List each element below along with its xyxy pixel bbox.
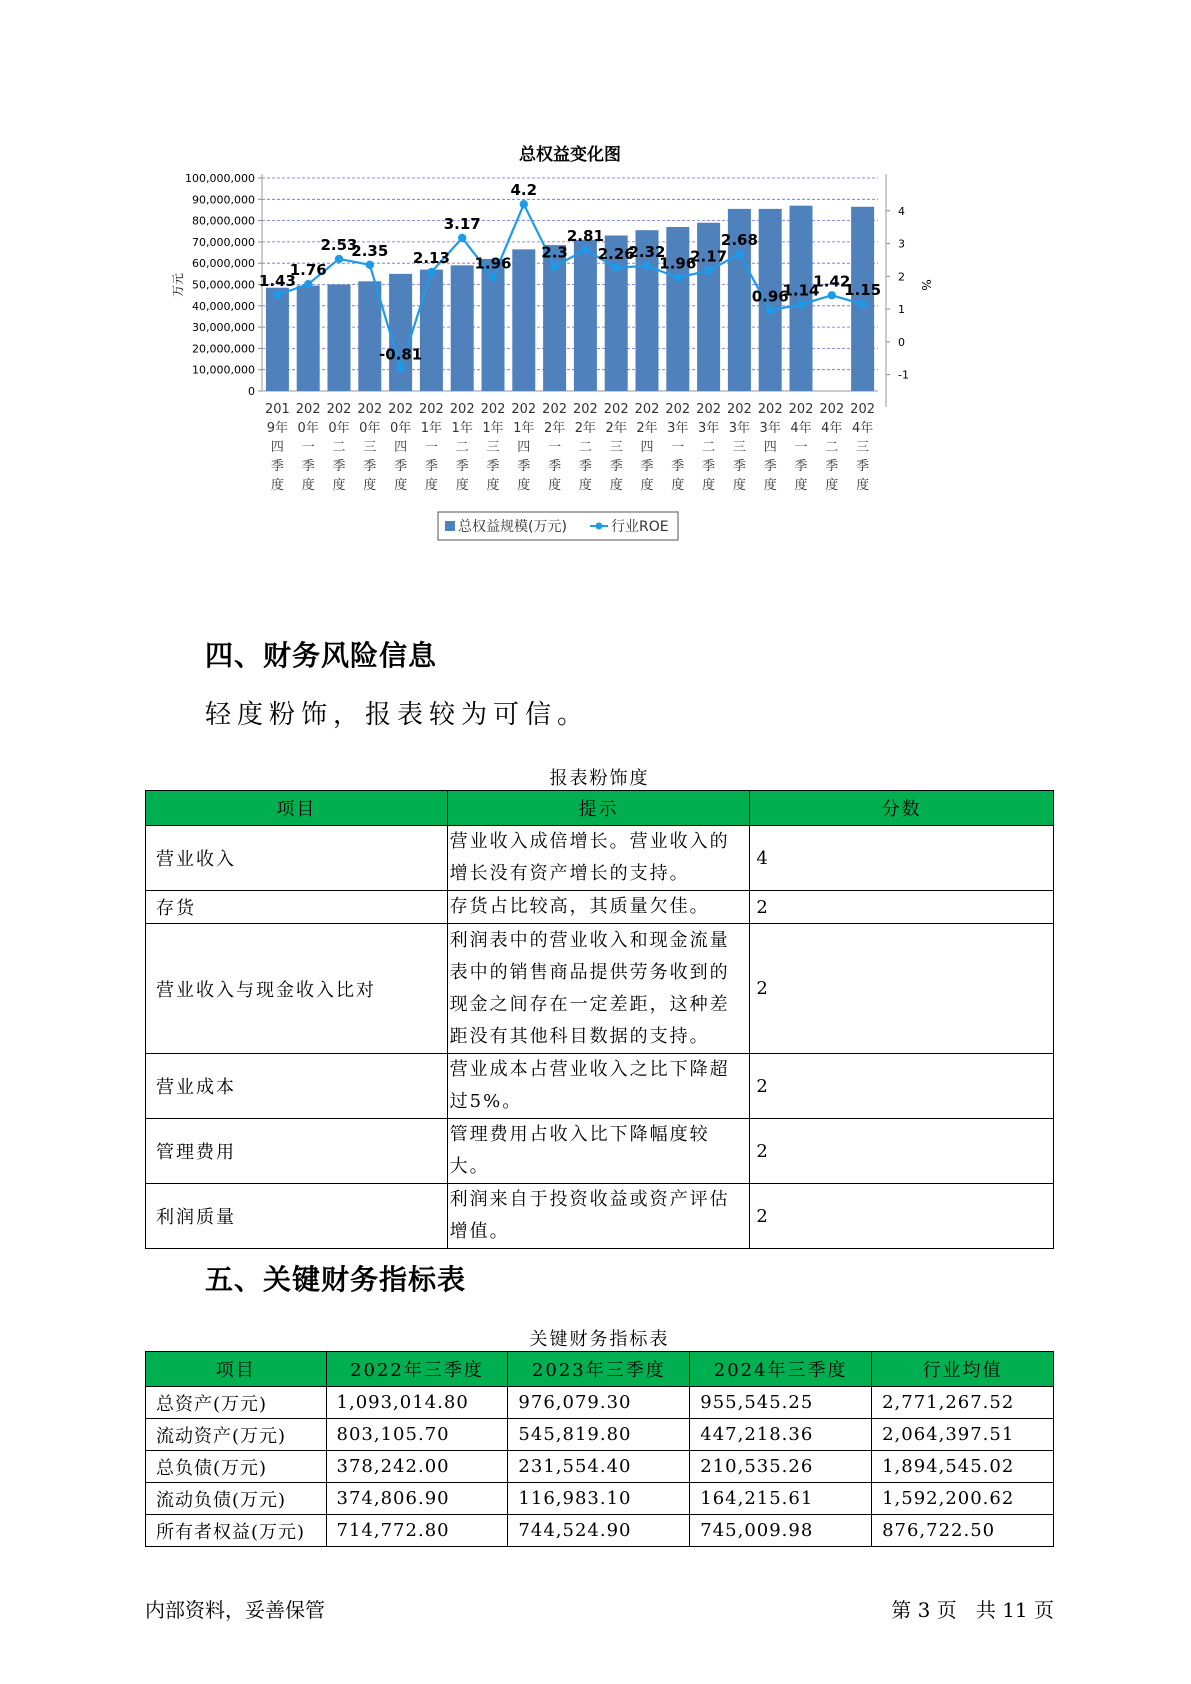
x-tick-label: 202 [696, 402, 722, 417]
table1-header-score: 分数 [750, 791, 1054, 826]
roe-data-label: -0.81 [378, 345, 423, 364]
x-tick-label: 度 [671, 478, 685, 493]
table-row [146, 1119, 1054, 1184]
x-tick-label: 一 [794, 440, 808, 455]
x-tick-label: 202 [665, 402, 691, 417]
table2-cell: 2,771,267.52 [872, 1387, 1054, 1419]
x-tick-label: 201 [264, 402, 290, 417]
bar [266, 288, 289, 391]
x-tick-label: 度 [363, 478, 377, 493]
table1-header-row [146, 791, 1054, 826]
roe-point [550, 262, 558, 270]
legend-bar-swatch [445, 521, 455, 531]
table-row [146, 1054, 1054, 1119]
x-tick-label: 季 [363, 459, 377, 474]
table2-cell: 164,215.61 [690, 1483, 872, 1515]
roe-data-label: 2.35 [351, 241, 389, 260]
x-tick-label: 四 [270, 440, 284, 455]
x-tick-label: 二 [578, 440, 592, 455]
footer-page-number [891, 1594, 1054, 1623]
table2-cell: 总负债(万元) [146, 1451, 327, 1483]
x-tick-label: 202 [819, 402, 845, 417]
x-tick-label: 二 [332, 440, 346, 455]
bar [451, 265, 474, 391]
x-tick-label: 2年 [574, 421, 597, 436]
x-tick-label: 度 [609, 478, 623, 493]
roe-point [858, 300, 866, 308]
table2-header-2024: 2024年三季度 [690, 1352, 872, 1387]
table2-cell: 1,894,545.02 [872, 1451, 1054, 1483]
footer-page-mid: 页 [936, 1598, 957, 1622]
roe-data-label: 0.96 [751, 287, 789, 306]
x-tick-label: 季 [825, 459, 839, 474]
roe-data-label: 2.68 [720, 231, 758, 250]
roe-point [828, 291, 836, 299]
table1-header-hint: 提示 [447, 791, 750, 826]
y-tick-label: 90,000,000 [192, 193, 255, 207]
roe-point [704, 267, 712, 275]
x-tick-label: 季 [332, 459, 346, 474]
y-tick-label: 20,000,000 [192, 342, 255, 356]
x-tick-label: 季 [424, 459, 438, 474]
table2-cell: 374,806.90 [326, 1483, 508, 1515]
roe-point [273, 291, 281, 299]
roe-point [427, 268, 435, 276]
bar [420, 270, 443, 391]
x-tick-label: 202 [418, 402, 444, 417]
table1-score: 2 [750, 891, 1054, 924]
roe-data-label: 1.43 [258, 271, 296, 290]
table-row [146, 1483, 1054, 1515]
table1-item: 营业收入与现金收入比对 [146, 924, 448, 1054]
footer-total-prefix: 共 [975, 1598, 996, 1622]
table1-item: 营业收入 [146, 826, 448, 891]
roe-point [489, 273, 497, 281]
x-tick-label: 度 [825, 478, 839, 493]
x-tick-label: 季 [548, 459, 562, 474]
x-tick-label: 3年 [667, 421, 689, 436]
table2-cell: 744,524.90 [508, 1515, 690, 1547]
roe-point [643, 262, 651, 270]
roe-point [735, 250, 743, 258]
x-tick-label: 度 [270, 478, 284, 493]
table1-hint: 存货占比较高，其质量欠佳。 [447, 891, 750, 924]
chart-title: 总权益变化图 [519, 145, 621, 165]
x-tick-label: 度 [394, 478, 408, 493]
y-tick-label: 80,000,000 [192, 214, 255, 228]
x-tick-label: 9年 [266, 421, 289, 436]
x-tick-label: 0年 [328, 421, 350, 436]
x-tick-label: 0年 [389, 421, 412, 436]
x-tick-label: 度 [301, 478, 315, 493]
roe-point [396, 364, 404, 372]
x-tick-label: 3年 [697, 421, 720, 436]
table-row [146, 1184, 1054, 1249]
x-tick-label: 1年 [482, 421, 504, 436]
x-tick-label: 度 [640, 478, 654, 493]
roe-point [458, 234, 466, 242]
x-tick-label: 二 [825, 440, 839, 455]
roe-point [335, 255, 343, 263]
x-tick-label: 202 [572, 402, 598, 417]
x-tick-label: 202 [480, 402, 506, 417]
roe-data-label: 2.26 [597, 244, 635, 263]
x-tick-label: 度 [794, 478, 808, 493]
table2-cell: 210,535.26 [690, 1451, 872, 1483]
x-tick-label: 季 [455, 459, 469, 474]
bar [389, 274, 412, 391]
x-tick-label: 2年 [543, 421, 566, 436]
x-tick-label: 三 [486, 440, 500, 455]
equity-chart-svg [170, 140, 990, 600]
x-tick-label: 四 [763, 440, 777, 455]
bar [512, 249, 535, 391]
roe-data-label: 1.96 [474, 254, 512, 273]
y-tick-label: 10,000,000 [192, 363, 255, 377]
y-tick-label: 60,000,000 [192, 257, 255, 271]
table1-item: 管理费用 [146, 1119, 448, 1184]
x-tick-label: 二 [455, 440, 469, 455]
table2-cell: 378,242.00 [326, 1451, 508, 1483]
x-tick-label: 度 [732, 478, 746, 493]
roe-data-label: 4.2 [510, 181, 538, 200]
table2-cell: 所有者权益(万元) [146, 1515, 327, 1547]
table2-cell: 545,819.80 [508, 1419, 690, 1451]
table2-header-industry: 行业均值 [872, 1352, 1054, 1387]
legend-line-marker [596, 523, 603, 530]
table2-cell: 231,554.40 [508, 1451, 690, 1483]
x-tick-label: 季 [609, 459, 623, 474]
table2-cell: 955,545.25 [690, 1387, 872, 1419]
table1-hint: 管理费用占收入比下降幅度较大。 [447, 1119, 750, 1184]
bar [574, 240, 597, 391]
table1-item: 利润质量 [146, 1184, 448, 1249]
roe-point [304, 280, 312, 288]
table2-cell: 745,009.98 [690, 1515, 872, 1547]
table1-hint: 利润来自于投资收益或资产评估增值。 [447, 1184, 750, 1249]
x-tick-label: 度 [517, 478, 531, 493]
whitewash-table [145, 790, 1054, 1249]
y2-tick-label: 0 [898, 335, 905, 349]
x-tick-label: 度 [578, 478, 592, 493]
roe-data-label: 2.53 [320, 235, 358, 254]
table1-hint: 营业成本占营业收入之比下降超过5%。 [447, 1054, 750, 1119]
x-tick-label: 2年 [636, 421, 658, 436]
y-tick-label: 40,000,000 [192, 299, 255, 313]
table1-score: 4 [750, 826, 1054, 891]
y-tick-label: 30,000,000 [192, 321, 255, 335]
table-row [146, 826, 1054, 891]
x-tick-label: 3年 [759, 421, 781, 436]
table2-header-2023: 2023年三季度 [508, 1352, 690, 1387]
table2-cell: 1,592,200.62 [872, 1483, 1054, 1515]
table2-cell: 116,983.10 [508, 1483, 690, 1515]
x-tick-label: 度 [702, 478, 716, 493]
roe-data-label: 2.81 [566, 226, 604, 245]
table2-header-item: 项目 [146, 1352, 327, 1387]
table-row [146, 1515, 1054, 1547]
x-tick-label: 202 [634, 402, 660, 417]
x-tick-label: 季 [394, 459, 408, 474]
x-tick-label: 三 [363, 440, 377, 455]
x-tick-label: 202 [326, 402, 352, 417]
roe-point [520, 200, 528, 208]
x-tick-label: 4年 [790, 421, 812, 436]
table2-cell: 流动负债(万元) [146, 1483, 327, 1515]
legend-bar-label: 总权益规模(万元) [458, 519, 567, 535]
x-tick-label: 2年 [605, 421, 627, 436]
x-tick-label: 202 [388, 402, 414, 417]
table2-cell: 876,722.50 [872, 1515, 1054, 1547]
table1-hint: 营业收入成倍增长。营业收入的增长没有资产增长的支持。 [447, 826, 750, 891]
table1-caption: 报表粉饰度 [549, 768, 650, 789]
x-tick-label: 季 [763, 459, 777, 474]
x-tick-label: 三 [732, 440, 746, 455]
x-tick-label: 1年 [513, 421, 535, 436]
y2-tick-label: -1 [898, 368, 909, 382]
roe-point [766, 306, 774, 314]
y2-tick-label: 2 [898, 270, 905, 284]
x-tick-label: 季 [640, 459, 654, 474]
x-tick-label: 季 [794, 459, 808, 474]
roe-point [674, 273, 682, 281]
roe-data-label: 1.15 [844, 281, 882, 300]
x-tick-label: 二 [702, 440, 716, 455]
roe-point [581, 246, 589, 254]
x-tick-label: 度 [332, 478, 346, 493]
x-tick-label: 度 [548, 478, 562, 493]
x-tick-label: 一 [424, 440, 438, 455]
table-row [146, 891, 1054, 924]
table2-header-2022: 2022年三季度 [326, 1352, 508, 1387]
x-tick-label: 202 [726, 402, 752, 417]
section4-heading: 四、财务风险信息 [205, 639, 438, 672]
roe-point [797, 300, 805, 308]
table1-item: 营业成本 [146, 1054, 448, 1119]
x-tick-label: 202 [850, 402, 876, 417]
x-tick-label: 度 [486, 478, 500, 493]
legend-line-label: 行业ROE [611, 519, 669, 535]
y2-tick-label: 1 [898, 303, 905, 317]
x-tick-label: 季 [702, 459, 716, 474]
x-tick-label: 季 [486, 459, 500, 474]
section4-paragraph: 轻度粉饰，报表较为可信。 [205, 700, 590, 730]
y-tick-label: 70,000,000 [192, 235, 255, 249]
x-tick-label: 一 [548, 440, 562, 455]
roe-data-label: 1.76 [289, 261, 327, 280]
footer-page-prefix: 第 [891, 1598, 912, 1622]
roe-point [612, 264, 620, 272]
table2-header-row [146, 1352, 1054, 1387]
y-tick-label: 50,000,000 [192, 278, 255, 292]
roe-point [366, 261, 374, 269]
x-tick-label: 4年 [851, 421, 874, 436]
bar [666, 227, 689, 391]
x-tick-label: 度 [424, 478, 438, 493]
roe-data-label: 1.14 [782, 281, 820, 300]
x-tick-label: 202 [603, 402, 629, 417]
roe-data-label: 2.17 [690, 247, 728, 266]
x-tick-label: 季 [517, 459, 531, 474]
footer-page-current: 3 [917, 1598, 931, 1622]
table1-hint: 利润表中的营业收入和现金流量表中的销售商品提供劳务收到的现金之间存在一定差距，这种差距没有其他科目数据的支持。 [447, 924, 750, 1054]
table2-cell: 447,218.36 [690, 1419, 872, 1451]
table1-score: 2 [750, 1119, 1054, 1184]
footer-page-suffix: 页 [1034, 1598, 1054, 1622]
x-tick-label: 一 [301, 440, 315, 455]
x-tick-label: 四 [517, 440, 531, 455]
x-tick-label: 季 [270, 459, 284, 474]
table2-cell: 流动资产(万元) [146, 1419, 327, 1451]
x-tick-label: 度 [856, 478, 870, 493]
bar [358, 281, 381, 391]
x-tick-label: 0年 [359, 421, 381, 436]
roe-data-label: 1.42 [813, 272, 851, 291]
x-tick-label: 0年 [297, 421, 319, 436]
roe-data-label: 1.96 [659, 254, 697, 273]
x-tick-label: 202 [357, 402, 383, 417]
x-tick-label: 季 [856, 459, 870, 474]
table2-cell: 976,079.30 [508, 1387, 690, 1419]
table2-cell: 总资产(万元) [146, 1387, 327, 1419]
footer-page-total: 11 [1002, 1598, 1028, 1622]
footer-confidential: 内部资料，妥善保管 [145, 1598, 325, 1622]
section5-heading: 五、关键财务指标表 [205, 1263, 467, 1296]
x-tick-label: 三 [856, 440, 870, 455]
table-row [146, 1419, 1054, 1451]
x-tick-label: 3年 [728, 421, 751, 436]
y-tick-label: 0 [248, 385, 255, 398]
y2-tick-label: 4 [898, 204, 905, 218]
x-tick-label: 季 [732, 459, 746, 474]
table1-score: 2 [750, 924, 1054, 1054]
table1-score: 2 [750, 1054, 1054, 1119]
x-tick-label: 1年 [420, 421, 443, 436]
bar [297, 286, 320, 391]
y2-axis-label: % [919, 279, 933, 291]
key-indicators-table [145, 1351, 1054, 1547]
roe-data-label: 2.3 [541, 243, 568, 262]
table2-cell: 714,772.80 [326, 1515, 508, 1547]
table1-score: 2 [750, 1184, 1054, 1249]
y2-tick-label: 3 [898, 237, 905, 251]
x-tick-label: 四 [640, 440, 654, 455]
x-tick-label: 四 [394, 440, 408, 455]
x-tick-label: 三 [609, 440, 623, 455]
x-tick-label: 季 [671, 459, 685, 474]
roe-data-label: 3.17 [443, 214, 481, 233]
equity-chart [170, 140, 990, 600]
x-tick-label: 202 [449, 402, 475, 417]
table2-cell: 2,064,397.51 [872, 1419, 1054, 1451]
table-row [146, 924, 1054, 1054]
x-tick-label: 1年 [451, 421, 473, 436]
table-row [146, 1387, 1054, 1419]
table-row [146, 1451, 1054, 1483]
table1-item: 存货 [146, 891, 448, 924]
table2-caption: 关键财务指标表 [529, 1329, 670, 1350]
x-tick-label: 202 [295, 402, 321, 417]
y-tick-label: 100,000,000 [185, 172, 255, 185]
table1-header-item: 项目 [146, 791, 448, 826]
x-tick-label: 度 [763, 478, 777, 493]
x-tick-label: 一 [671, 440, 685, 455]
bar [328, 285, 351, 392]
roe-data-label: 2.32 [628, 242, 666, 261]
roe-data-label: 2.13 [412, 249, 450, 268]
table2-cell: 1,093,014.80 [326, 1387, 508, 1419]
x-tick-label: 4年 [821, 421, 843, 436]
x-tick-label: 202 [757, 402, 783, 417]
x-tick-label: 度 [455, 478, 469, 493]
y-axis-label: 万元 [171, 272, 185, 298]
x-tick-label: 季 [301, 459, 315, 474]
x-tick-label: 202 [542, 402, 568, 417]
x-tick-label: 季 [578, 459, 592, 474]
table2-cell: 803,105.70 [326, 1419, 508, 1451]
x-tick-label: 202 [788, 402, 814, 417]
x-tick-label: 202 [511, 402, 537, 417]
